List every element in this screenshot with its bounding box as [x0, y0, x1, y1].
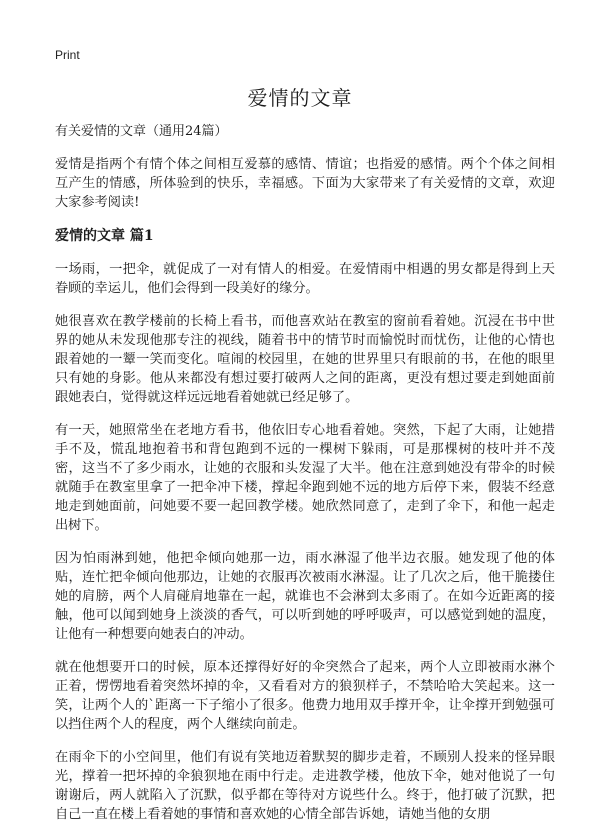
- paragraph-4: 因为怕雨淋到她，他把伞倾向她那一边，雨水淋湿了他半边衣服。她发现了他的体贴，连忙把伞倾向他那边，让她的衣服再次被雨水淋湿。让了几次之后，他干脆搂住她的肩膀，两个人肩碰肩地靠在一起，就谁也不会淋到太多雨了。在如今近距离的接触，他可以闻到她身上淡淡的香气，可以听到她的呼呼吸声，可以感觉到她的温度，让他有一种想要向她表白的冲动。: [55, 551, 555, 642]
- page-title: 爱情的文章: [247, 86, 353, 110]
- paragraph-5: 就在他想要开口的时候，原本还撑得好好的伞突然合了起来，两个人立即被雨水淋个正着，愣愣地看着突然坏掉的伞，又看看对方的狼狈样子，不禁哈哈大笑起来。这一笑，让两个人的`距离一下子缩小了很多。他费力地用双手撑开伞，让伞撑开到勉强可以挡住两个人的程度，两个人继续向前走。: [55, 660, 555, 732]
- article-body: [55, 122, 555, 838]
- paragraph-1: 一场雨，一把伞，就促成了一对有情人的相爱。在爱情雨中相遇的男女都是得到上天眷顾的幸运儿，他们会得到一段美好的缘分。: [55, 262, 555, 296]
- print-link[interactable]: Print: [55, 48, 80, 62]
- paragraph-6: 在雨伞下的小空间里，他们有说有笑地迈着默契的脚步走着，不顾别人投来的怪异眼光，撑着一把坏掉的伞狼狈地在雨中行走。走进教学楼，他放下伞，她对他说了一句谢谢后，两人就陷入了沉默，似乎都在等待对方说些什么。终于，他打破了沉默，把自己一直在楼上看着她的事情和喜欢她的心情全部告诉她，请她当他的女朋: [55, 750, 555, 822]
- article-subtitle: 有关爱情的文章（通用24篇）: [55, 124, 228, 139]
- paragraph-2: 她很喜欢在教学楼前的长椅上看书，而他喜欢站在教室的窗前看着她。沉浸在书中世界的她从未发现他那专注的视线，随着书中的情节时而愉悦时而忧伤，让他的心情也跟着她的一颦一笑而变化。喧闹的校园里，在她的世界里只有眼前的书，在他的眼里只有她的身影。他从来都没有想过要打破两人之间的距离，更没有想过要走到她面前跟她表白，觉得就这样远远地看着她就已经足够了。: [55, 314, 555, 405]
- intro-paragraph: 爱情是指两个有情个体之间相互爱慕的感情、情谊；也指爱的感情。两个个体之间相互产生的情感，所体验到的快乐，幸福感。下面为大家带来了有关爱情的文章，欢迎大家参考阅读!: [55, 157, 555, 210]
- section-heading: 爱情的文章 篇1: [55, 228, 154, 244]
- paragraph-3: 有一天，她照常坐在老地方看书，他依旧专心地看着她。突然，下起了大雨，让她措手不及，慌乱地抱着书和背包跑到不远的一棵树下躲雨，可是那棵树的枝叶并不茂密，这当不了多少雨水，让她的衣服和头发湿了大半。他在注意到她没有带伞的时候就随手在教室里拿了一把伞冲下楼，撑起伞跑到她不远的地方后停下来，假装不经意地走到她面前，问她要不要一起回教学楼。她欣然同意了，走到了伞下，和他一起走出树下。: [55, 423, 555, 533]
